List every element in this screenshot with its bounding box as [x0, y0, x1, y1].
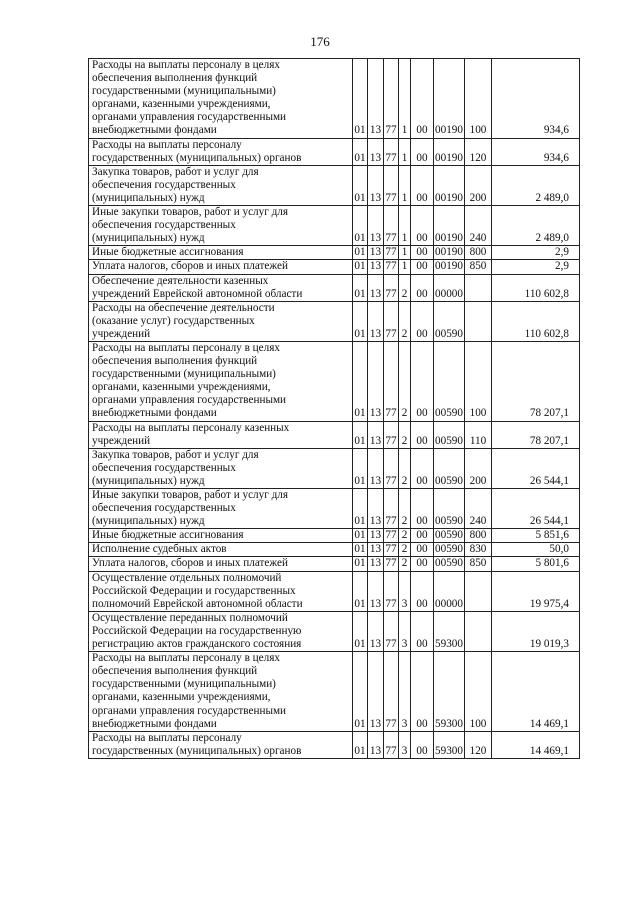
subprogram-code-cell: 1 [399, 246, 411, 260]
section-code-cell: 01 [353, 571, 368, 611]
table-body [89, 59, 580, 759]
subprogram-code-cell: 2 [399, 543, 411, 557]
direction-code-cell: 00590 [435, 557, 463, 570]
table-row [89, 138, 580, 165]
program-code-cell: 77 [384, 571, 399, 611]
subprogram-code-cell: 2 [399, 529, 411, 543]
table-row [89, 301, 580, 341]
activity-code-cell: 00 [411, 731, 434, 758]
table-row [89, 611, 580, 651]
activity-code-cell: 00 [411, 301, 434, 341]
amount-cell: 2 489,0 [492, 165, 580, 205]
section-code-cell: 01 [353, 611, 368, 651]
activity-code-cell: 00 [411, 489, 434, 529]
section-code-cell: 01 [354, 543, 366, 556]
amount-cell: 19 019,3 [492, 611, 580, 651]
expense-type-cell: 240 [465, 206, 492, 246]
amount-cell: 26 544,1 [492, 448, 580, 488]
program-code-cell: 77 [384, 138, 399, 165]
direction-code-cell: 00190 [434, 165, 465, 205]
row-name-cell: Иные бюджетные ассигнования [89, 529, 353, 543]
direction-code-cell: 00190 [435, 260, 463, 273]
section-code-cell: 01 [354, 529, 366, 542]
expense-type-cell: 110 [465, 421, 492, 448]
direction-code-cell: 59300 [434, 731, 465, 758]
row-name-cell: Расходы на выплаты персоналу государственных (муниципальных) органов [89, 731, 353, 758]
subprogram-code-cell: 2 [399, 489, 411, 529]
direction-code-cell: 00190 [435, 246, 463, 259]
expense-type-cell [465, 571, 492, 611]
row-name-cell: Осуществление отдельных полномочий Российской Федерации и государственных полномочий Еврейской автономной области [89, 571, 353, 611]
subprogram-code-cell: 1 [399, 165, 411, 205]
program-code-cell: 77 [384, 489, 399, 529]
table-row [89, 421, 580, 448]
subprogram-code-cell: 3 [399, 731, 411, 758]
activity-code-cell: 00 [411, 206, 434, 246]
activity-code-cell: 00 [411, 165, 434, 205]
program-code-cell: 77 [384, 301, 399, 341]
subsection-code-cell: 13 [368, 543, 384, 557]
activity-code-cell: 00 [411, 260, 434, 274]
subprogram-code-cell: 2 [399, 557, 411, 571]
section-code-cell: 01 [353, 165, 368, 205]
expense-type-cell: 200 [465, 165, 492, 205]
subsection-code-cell: 13 [368, 301, 384, 341]
subprogram-code-cell: 2 [399, 301, 411, 341]
direction-code-cell: 59300 [434, 611, 465, 651]
section-code-cell: 01 [353, 341, 368, 421]
subprogram-code-cell: 3 [399, 652, 411, 732]
subsection-code-cell: 13 [368, 260, 384, 274]
expense-type-cell: 100 [465, 652, 492, 732]
section-code-cell: 01 [353, 652, 368, 732]
direction-code-cell: 00590 [434, 489, 465, 529]
amount-cell: 2 489,0 [492, 206, 580, 246]
program-code-cell: 77 [384, 59, 399, 139]
table-row [89, 529, 580, 543]
subsection-code-cell: 13 [368, 206, 384, 246]
program-code-cell: 77 [384, 448, 399, 488]
program-code-cell: 77 [385, 246, 397, 259]
activity-code-cell: 00 [411, 529, 434, 543]
subsection-code-cell: 13 [368, 341, 384, 421]
amount-cell: 110 602,8 [492, 274, 580, 301]
row-name-cell: Иные бюджетные ассигнования [89, 246, 353, 260]
subsection-code-cell: 13 [368, 611, 384, 651]
amount-cell: 26 544,1 [492, 489, 580, 529]
table-row [89, 260, 580, 274]
activity-code-cell: 00 [411, 274, 434, 301]
page-number: 176 [310, 34, 330, 49]
section-code-cell: 01 [353, 138, 368, 165]
row-name-cell: Закупка товаров, работ и услуг для обеспечения государственных (муниципальных) нужд [89, 165, 353, 205]
row-name-cell: Исполнение судебных актов [89, 543, 353, 557]
subsection-code-cell: 13 [368, 274, 384, 301]
row-name-cell: Расходы на выплаты персоналу государственных (муниципальных) органов [89, 138, 353, 165]
subprogram-code-cell: 3 [399, 571, 411, 611]
expense-type-cell: 120 [465, 731, 492, 758]
subsection-code-cell: 13 [368, 731, 384, 758]
direction-code-cell: 00590 [434, 341, 465, 421]
amount-cell: 934,6 [492, 138, 580, 165]
budget-table [88, 58, 580, 759]
row-name-cell: Уплата налогов, сборов и иных платежей [89, 557, 353, 571]
direction-code-cell: 00000 [434, 274, 465, 301]
program-code-cell: 77 [385, 557, 397, 570]
direction-code-cell: 00000 [434, 571, 465, 611]
direction-code-cell: 00590 [434, 421, 465, 448]
row-name-cell: Расходы на выплаты персоналу казенных учреждений [89, 421, 353, 448]
direction-code-cell: 00190 [434, 59, 465, 139]
activity-code-cell: 00 [411, 652, 434, 732]
expense-type-cell [465, 611, 492, 651]
expense-type-cell: 850 [465, 260, 492, 274]
amount-cell: 14 469,1 [492, 731, 580, 758]
table-row [89, 59, 580, 139]
subsection-code-cell: 13 [368, 557, 384, 571]
row-name-cell: Осуществление переданных полномочий Российской Федерации на государственную регистрацию актов гражданского состояния [89, 611, 353, 651]
table-row [89, 652, 580, 732]
program-code-cell: 77 [384, 652, 399, 732]
activity-code-cell: 00 [411, 543, 434, 557]
activity-code-cell: 00 [411, 571, 434, 611]
row-name-cell: Расходы на выплаты персоналу в целях обеспечения выполнения функций государственными (муниципальными) органами, казенными учреждениями, органами управления государственными внебюджетными фондами [89, 341, 353, 421]
direction-code-cell: 59300 [434, 652, 465, 732]
expense-type-cell [465, 274, 492, 301]
program-code-cell: 77 [384, 165, 399, 205]
subsection-code-cell: 13 [368, 138, 384, 165]
subsection-code-cell: 13 [368, 489, 384, 529]
amount-cell: 5 851,6 [492, 529, 580, 543]
table-row [89, 557, 580, 571]
program-code-cell: 77 [384, 731, 399, 758]
expense-type-cell: 240 [465, 489, 492, 529]
activity-code-cell: 00 [411, 611, 434, 651]
program-code-cell: 77 [385, 529, 397, 542]
subprogram-code-cell: 1 [399, 138, 411, 165]
subprogram-code-cell: 2 [399, 448, 411, 488]
subprogram-code-cell: 1 [399, 59, 411, 139]
subsection-code-cell: 13 [368, 652, 384, 732]
row-name-cell: Обеспечение деятельности казенных учреждений Еврейской автономной области [89, 274, 353, 301]
subprogram-code-cell: 1 [399, 260, 411, 274]
row-name-cell: Закупка товаров, работ и услуг для обеспечения государственных (муниципальных) нужд [89, 448, 353, 488]
amount-cell: 78 207,1 [492, 341, 580, 421]
program-code-cell: 77 [385, 260, 397, 273]
direction-code-cell: 00590 [435, 529, 463, 542]
direction-code-cell: 00190 [434, 138, 465, 165]
subsection-code-cell: 13 [368, 246, 384, 260]
subprogram-code-cell: 3 [399, 611, 411, 651]
expense-type-cell: 100 [465, 59, 492, 139]
direction-code-cell: 00190 [434, 206, 465, 246]
amount-cell: 5 801,6 [492, 557, 580, 571]
amount-cell: 14 469,1 [492, 652, 580, 732]
subprogram-code-cell: 2 [399, 341, 411, 421]
table-row [89, 448, 580, 488]
amount-cell: 2,9 [492, 246, 580, 260]
table-row [89, 246, 580, 260]
table-row [89, 274, 580, 301]
activity-code-cell: 00 [411, 341, 434, 421]
section-code-cell: 01 [353, 731, 368, 758]
subsection-code-cell: 13 [368, 165, 384, 205]
section-code-cell: 01 [354, 246, 366, 259]
expense-type-cell: 100 [465, 341, 492, 421]
program-code-cell: 77 [385, 543, 397, 556]
section-code-cell: 01 [354, 260, 366, 273]
row-name-cell: Расходы на выплаты персоналу в целях обеспечения выполнения функций государственными (муниципальными) органами, казенными учреждениями, органами управления государственными внебюджетными фондами [89, 59, 353, 139]
program-code-cell: 77 [384, 421, 399, 448]
amount-cell: 110 602,8 [492, 301, 580, 341]
amount-cell: 78 207,1 [492, 421, 580, 448]
expense-type-cell: 830 [465, 543, 492, 557]
expense-type-cell: 850 [465, 557, 492, 571]
program-code-cell: 77 [384, 341, 399, 421]
amount-cell: 2,9 [492, 260, 580, 274]
table-row [89, 731, 580, 758]
subprogram-code-cell: 2 [399, 421, 411, 448]
section-code-cell: 01 [353, 59, 368, 139]
table-row [89, 206, 580, 246]
row-name-cell: Иные закупки товаров, работ и услуг для обеспечения государственных (муниципальных) нужд [89, 206, 353, 246]
section-code-cell: 01 [353, 301, 368, 341]
section-code-cell: 01 [354, 557, 366, 570]
expense-type-cell: 800 [465, 529, 492, 543]
row-name-cell: Расходы на выплаты персоналу в целях обеспечения выполнения функций государственными (муниципальными) органами, казенными учреждениями, органами управления государственными внебюджетными фондами [89, 652, 353, 732]
section-code-cell: 01 [353, 206, 368, 246]
row-name-cell: Иные закупки товаров, работ и услуг для обеспечения государственных (муниципальных) нужд [89, 489, 353, 529]
row-name-cell: Уплата налогов, сборов и иных платежей [89, 260, 353, 274]
subsection-code-cell: 13 [368, 59, 384, 139]
program-code-cell: 77 [384, 274, 399, 301]
amount-cell: 50,0 [492, 543, 580, 557]
activity-code-cell: 00 [411, 557, 434, 571]
activity-code-cell: 00 [411, 421, 434, 448]
expense-type-cell: 800 [465, 246, 492, 260]
expense-type-cell: 200 [465, 448, 492, 488]
table-row [89, 341, 580, 421]
section-code-cell: 01 [353, 421, 368, 448]
subsection-code-cell: 13 [368, 421, 384, 448]
amount-cell: 19 975,4 [492, 571, 580, 611]
direction-code-cell: 00590 [434, 301, 465, 341]
subsection-code-cell: 13 [368, 571, 384, 611]
direction-code-cell: 00590 [435, 543, 463, 556]
table-row [89, 543, 580, 557]
subprogram-code-cell: 2 [399, 274, 411, 301]
activity-code-cell: 00 [411, 246, 434, 260]
section-code-cell: 01 [353, 489, 368, 529]
activity-code-cell: 00 [411, 448, 434, 488]
program-code-cell: 77 [384, 206, 399, 246]
expense-type-cell [465, 301, 492, 341]
subprogram-code-cell: 1 [399, 206, 411, 246]
section-code-cell: 01 [353, 448, 368, 488]
table-row [89, 165, 580, 205]
subsection-code-cell: 13 [368, 448, 384, 488]
activity-code-cell: 00 [411, 138, 434, 165]
table-row [89, 489, 580, 529]
section-code-cell: 01 [353, 274, 368, 301]
program-code-cell: 77 [384, 611, 399, 651]
expense-type-cell: 120 [465, 138, 492, 165]
direction-code-cell: 00590 [434, 448, 465, 488]
subsection-code-cell: 13 [368, 529, 384, 543]
row-name-cell: Расходы на обеспечение деятельности (оказание услуг) государственных учреждений [89, 301, 353, 341]
table-row [89, 571, 580, 611]
amount-cell: 934,6 [492, 59, 580, 139]
activity-code-cell: 00 [411, 59, 434, 139]
